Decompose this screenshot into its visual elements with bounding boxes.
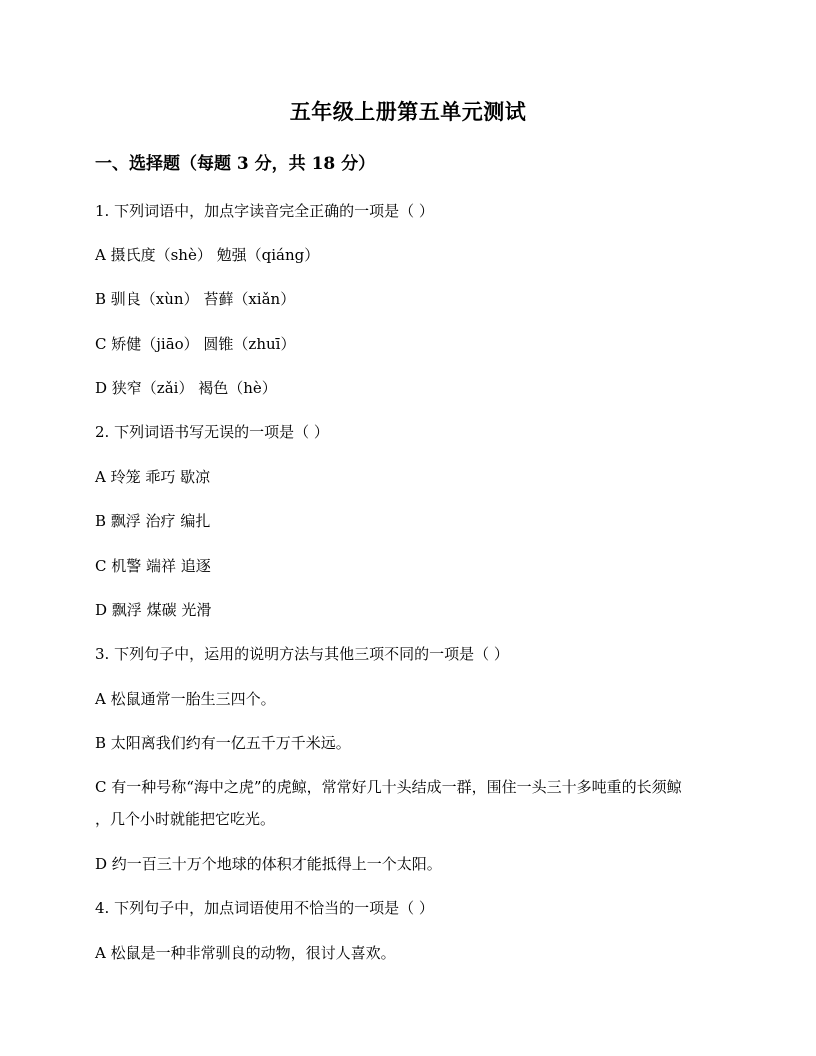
- question-2-option-b: B 飘浮 治疗 编扎: [95, 512, 211, 530]
- question-3-option-a: A 松鼠通常一胎生三四个。: [95, 690, 276, 708]
- question-3-stem: 3. 下列句子中，运用的说明方法与其他三项不同的一项是（ ）: [95, 645, 509, 663]
- question-1-option-c: C 矫健（jiāo） 圆锥（zhuī）: [95, 335, 296, 353]
- question-1-option-d: D 狭窄（zǎi） 褐色（hè）: [95, 379, 277, 397]
- question-2-option-c: C 机警 端祥 追逐: [95, 557, 211, 575]
- question-2-option-a: A 玲笼 乖巧 歇凉: [95, 468, 211, 486]
- question-2-option-d: D 飘浮 煤碳 光滑: [95, 601, 212, 619]
- question-3-option-d: D 约一百三十万个地球的体积才能抵得上一个太阳。: [95, 855, 442, 873]
- question-3-option-c: C 有一种号称“海中之虎”的虎鲸，常常好几十头结成一群，围住一头三十多吨重的长须鲸: [95, 778, 682, 796]
- question-4-option-a: A 松鼠是一种非常驯良的动物，很讨人喜欢。: [95, 944, 396, 962]
- question-1-stem: 1. 下列词语中，加点字读音完全正确的一项是（ ）: [95, 202, 434, 220]
- question-2-stem: 2. 下列词语书写无误的一项是（ ）: [95, 423, 329, 441]
- section-heading: 一、选择题（每题 3 分，共 18 分）: [95, 154, 376, 174]
- question-1-option-b: B 驯良（xùn） 苔藓（xiǎn）: [95, 290, 296, 308]
- question-4-stem: 4. 下列句子中，加点词语使用不恰当的一项是（ ）: [95, 899, 434, 917]
- question-1-option-a: A 摄氏度（shè） 勉强（qiáng）: [95, 246, 320, 264]
- question-3-option-b: B 太阳离我们约有一亿五千万千米远。: [95, 734, 351, 752]
- document-title: 五年级上册第五单元测试: [289, 99, 527, 124]
- question-3-option-c-continued: ，几个小时就能把它吃光。: [95, 810, 276, 828]
